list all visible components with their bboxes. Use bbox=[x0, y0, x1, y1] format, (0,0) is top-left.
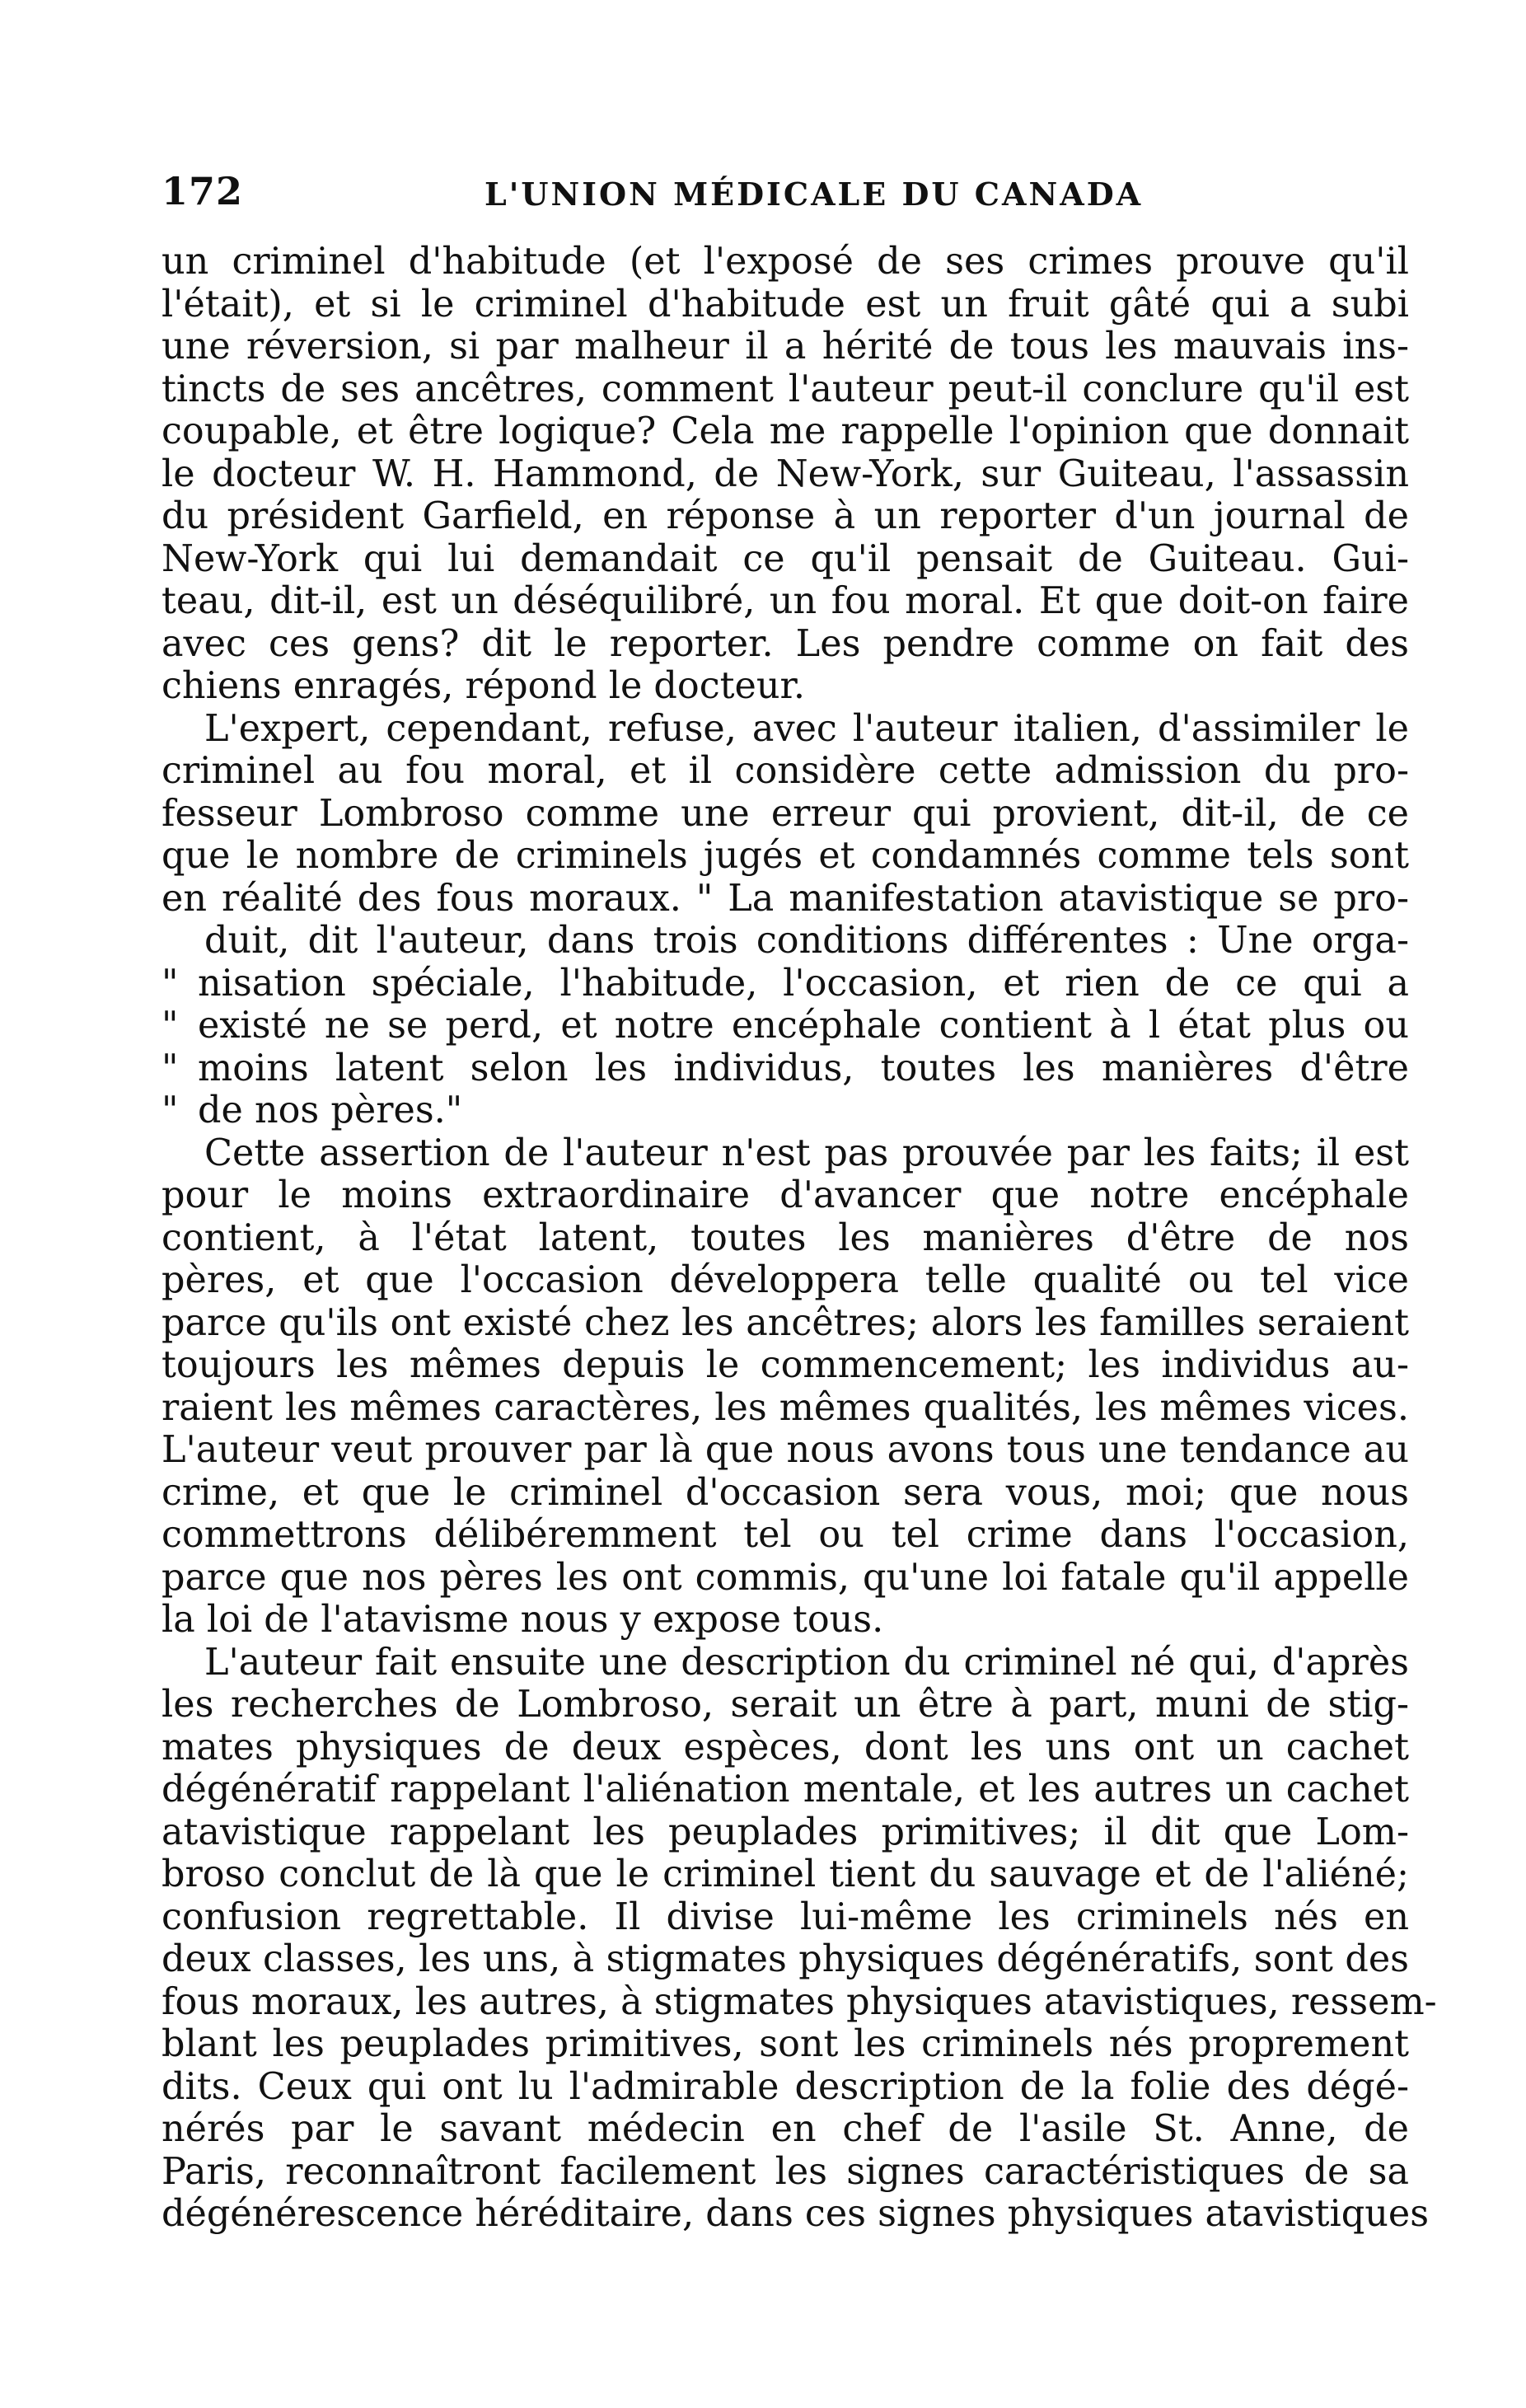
quoted-line bbox=[161, 963, 1409, 1005]
text-line: broso conclut de là que le criminel tient du sauvage et de l'aliéné; bbox=[161, 1853, 1409, 1895]
text-line: crime, et que le criminel d'occasion sera vous, moi; que nous bbox=[161, 1471, 1409, 1514]
text-line: commettrons délibéremment tel ou tel crime dans l'occasion, bbox=[161, 1514, 1409, 1556]
text-line: duit, dit l'auteur, dans trois conditions différentes : Une orga- bbox=[204, 920, 1409, 962]
text-line: tincts de ses ancêtres, comment l'auteur peut-il conclure qu'il est bbox=[161, 368, 1409, 410]
text-line: nérés par le savant médecin en chef de l'asile St. Anne, de bbox=[161, 2108, 1409, 2150]
text-line: que le nombre de criminels jugés et condamnés comme tels sont bbox=[161, 835, 1409, 877]
text-line: criminel au fou moral, et il considère cette admission du pro- bbox=[161, 750, 1409, 792]
text-line: mates physiques de deux espèces, dont les uns ont un cachet bbox=[161, 1726, 1409, 1769]
quoted-text: nisation spéciale, l'habitude, l'occasion, et rien de ce qui a bbox=[198, 962, 1409, 1005]
text-line: une réversion, si par malheur il a hérité de tous les mauvais ins- bbox=[161, 326, 1409, 368]
text-line: Paris, reconnaîtront facilement les signes caractéristiques de sa bbox=[161, 2150, 1409, 2193]
text-line: pères, et que l'occasion développera telle qualité ou tel vice bbox=[161, 1259, 1409, 1301]
text-line: coupable, et être logique? Cela me rappelle l'opinion que donnait bbox=[161, 410, 1409, 452]
paragraph-3 bbox=[161, 1132, 1409, 1642]
text-line: atavistique rappelant les peuplades primitives; il dit que Lom- bbox=[161, 1811, 1409, 1853]
text-line: blant les peuplades primitives, sont les criminels nés proprement bbox=[161, 2023, 1409, 2065]
quote-mark: " bbox=[161, 1047, 179, 1089]
text-line: l'était), et si le criminel d'habitude est un fruit gâté qui a subi bbox=[161, 283, 1409, 326]
text-line: les recherches de Lombroso, serait un être à part, muni de stig- bbox=[161, 1684, 1409, 1726]
text-line: le docteur W. H. Hammond, de New-York, sur Guiteau, l'assassin bbox=[161, 452, 1409, 495]
quoted-line bbox=[161, 1005, 1409, 1047]
text-line: dégénératif rappelant l'aliénation mentale, et les autres un cachet bbox=[161, 1769, 1409, 1811]
text-line: teau, dit-il, est un déséquilibré, un fou moral. Et que doit-on faire bbox=[161, 580, 1409, 622]
quoted-text: existé ne se perd, et notre encéphale contient à l état plus ou bbox=[198, 1005, 1409, 1047]
body-text bbox=[161, 241, 1437, 2236]
quote-mark: " bbox=[161, 962, 179, 1005]
text-line: deux classes, les uns, à stigmates physiques dégénératifs, sont des bbox=[161, 1938, 1409, 1980]
text-line: dégénérescence héréditaire, dans ces signes physiques atavistiques bbox=[161, 2193, 1430, 2235]
quoted-line bbox=[161, 1089, 1409, 1132]
paragraph-4 bbox=[161, 1641, 1437, 2236]
quoted-text: moins latent selon les individus, toutes les manières d'être bbox=[198, 1047, 1409, 1089]
quoted-line bbox=[161, 1047, 1409, 1090]
text-line: Cette assertion de l'auteur n'est pas prouvée par les faits; il est bbox=[204, 1131, 1409, 1174]
text-line: contient, à l'état latent, toutes les manières d'être de nos bbox=[161, 1216, 1409, 1259]
text-line: la loi de l'atavisme nous y expose tous. bbox=[161, 1599, 884, 1641]
text-line: toujours les mêmes depuis le commencement; les individus au- bbox=[161, 1344, 1409, 1386]
text-line: confusion regrettable. Il divise lui-même les criminels nés en bbox=[161, 1895, 1409, 1938]
quote-mark: " bbox=[161, 1005, 179, 1047]
text-line: fesseur Lombroso comme une erreur qui provient, dit-il, de ce bbox=[161, 792, 1409, 835]
text-line: du président Garfield, en réponse à un reporter d'un journal de bbox=[161, 495, 1409, 537]
text-line: L'expert, cependant, refuse, avec l'auteur italien, d'assimiler le bbox=[204, 707, 1409, 750]
paragraph-1 bbox=[161, 241, 1409, 708]
text-line: L'auteur fait ensuite une description du criminel né qui, d'après bbox=[204, 1641, 1409, 1684]
page-header bbox=[161, 169, 1397, 218]
text-line: dits. Ceux qui ont lu l'admirable description de la folie des dégé- bbox=[161, 2065, 1409, 2108]
quoted-text: de nos pères." bbox=[198, 1089, 463, 1131]
text-line: fous moraux, les autres, à stigmates physiques atavistiques, ressem- bbox=[161, 1980, 1437, 2023]
page-number: 172 bbox=[161, 169, 244, 213]
text-line: New-York qui lui demandait ce qu'il pensait de Guiteau. Gui- bbox=[161, 537, 1409, 580]
running-title: L'UNION MÉDICALE DU CANADA bbox=[484, 176, 1144, 213]
text-line: L'auteur veut prouver par là que nous avons tous une tendance au bbox=[161, 1429, 1409, 1471]
text-line: chiens enragés, répond le docteur. bbox=[161, 665, 806, 707]
text-line: parce qu'ils ont existé chez les ancêtres; alors les familles seraient bbox=[161, 1301, 1409, 1344]
text-line: raient les mêmes caractères, les mêmes qualités, les mêmes vices. bbox=[161, 1386, 1409, 1429]
text-line: parce que nos pères les ont commis, qu'une loi fatale qu'il appelle bbox=[161, 1556, 1409, 1599]
quote-mark: " bbox=[161, 1089, 179, 1131]
text-line: un criminel d'habitude (et l'exposé de ses crimes prouve qu'il bbox=[161, 241, 1409, 283]
text-line: en réalité des fous moraux. " La manifestation atavistique se pro- bbox=[161, 877, 1409, 920]
paragraph-2 bbox=[161, 708, 1409, 1132]
text-line: avec ces gens? dit le reporter. Les pendre comme on fait des bbox=[161, 622, 1409, 665]
text-line: pour le moins extraordinaire d'avancer que notre encéphale bbox=[161, 1174, 1409, 1216]
